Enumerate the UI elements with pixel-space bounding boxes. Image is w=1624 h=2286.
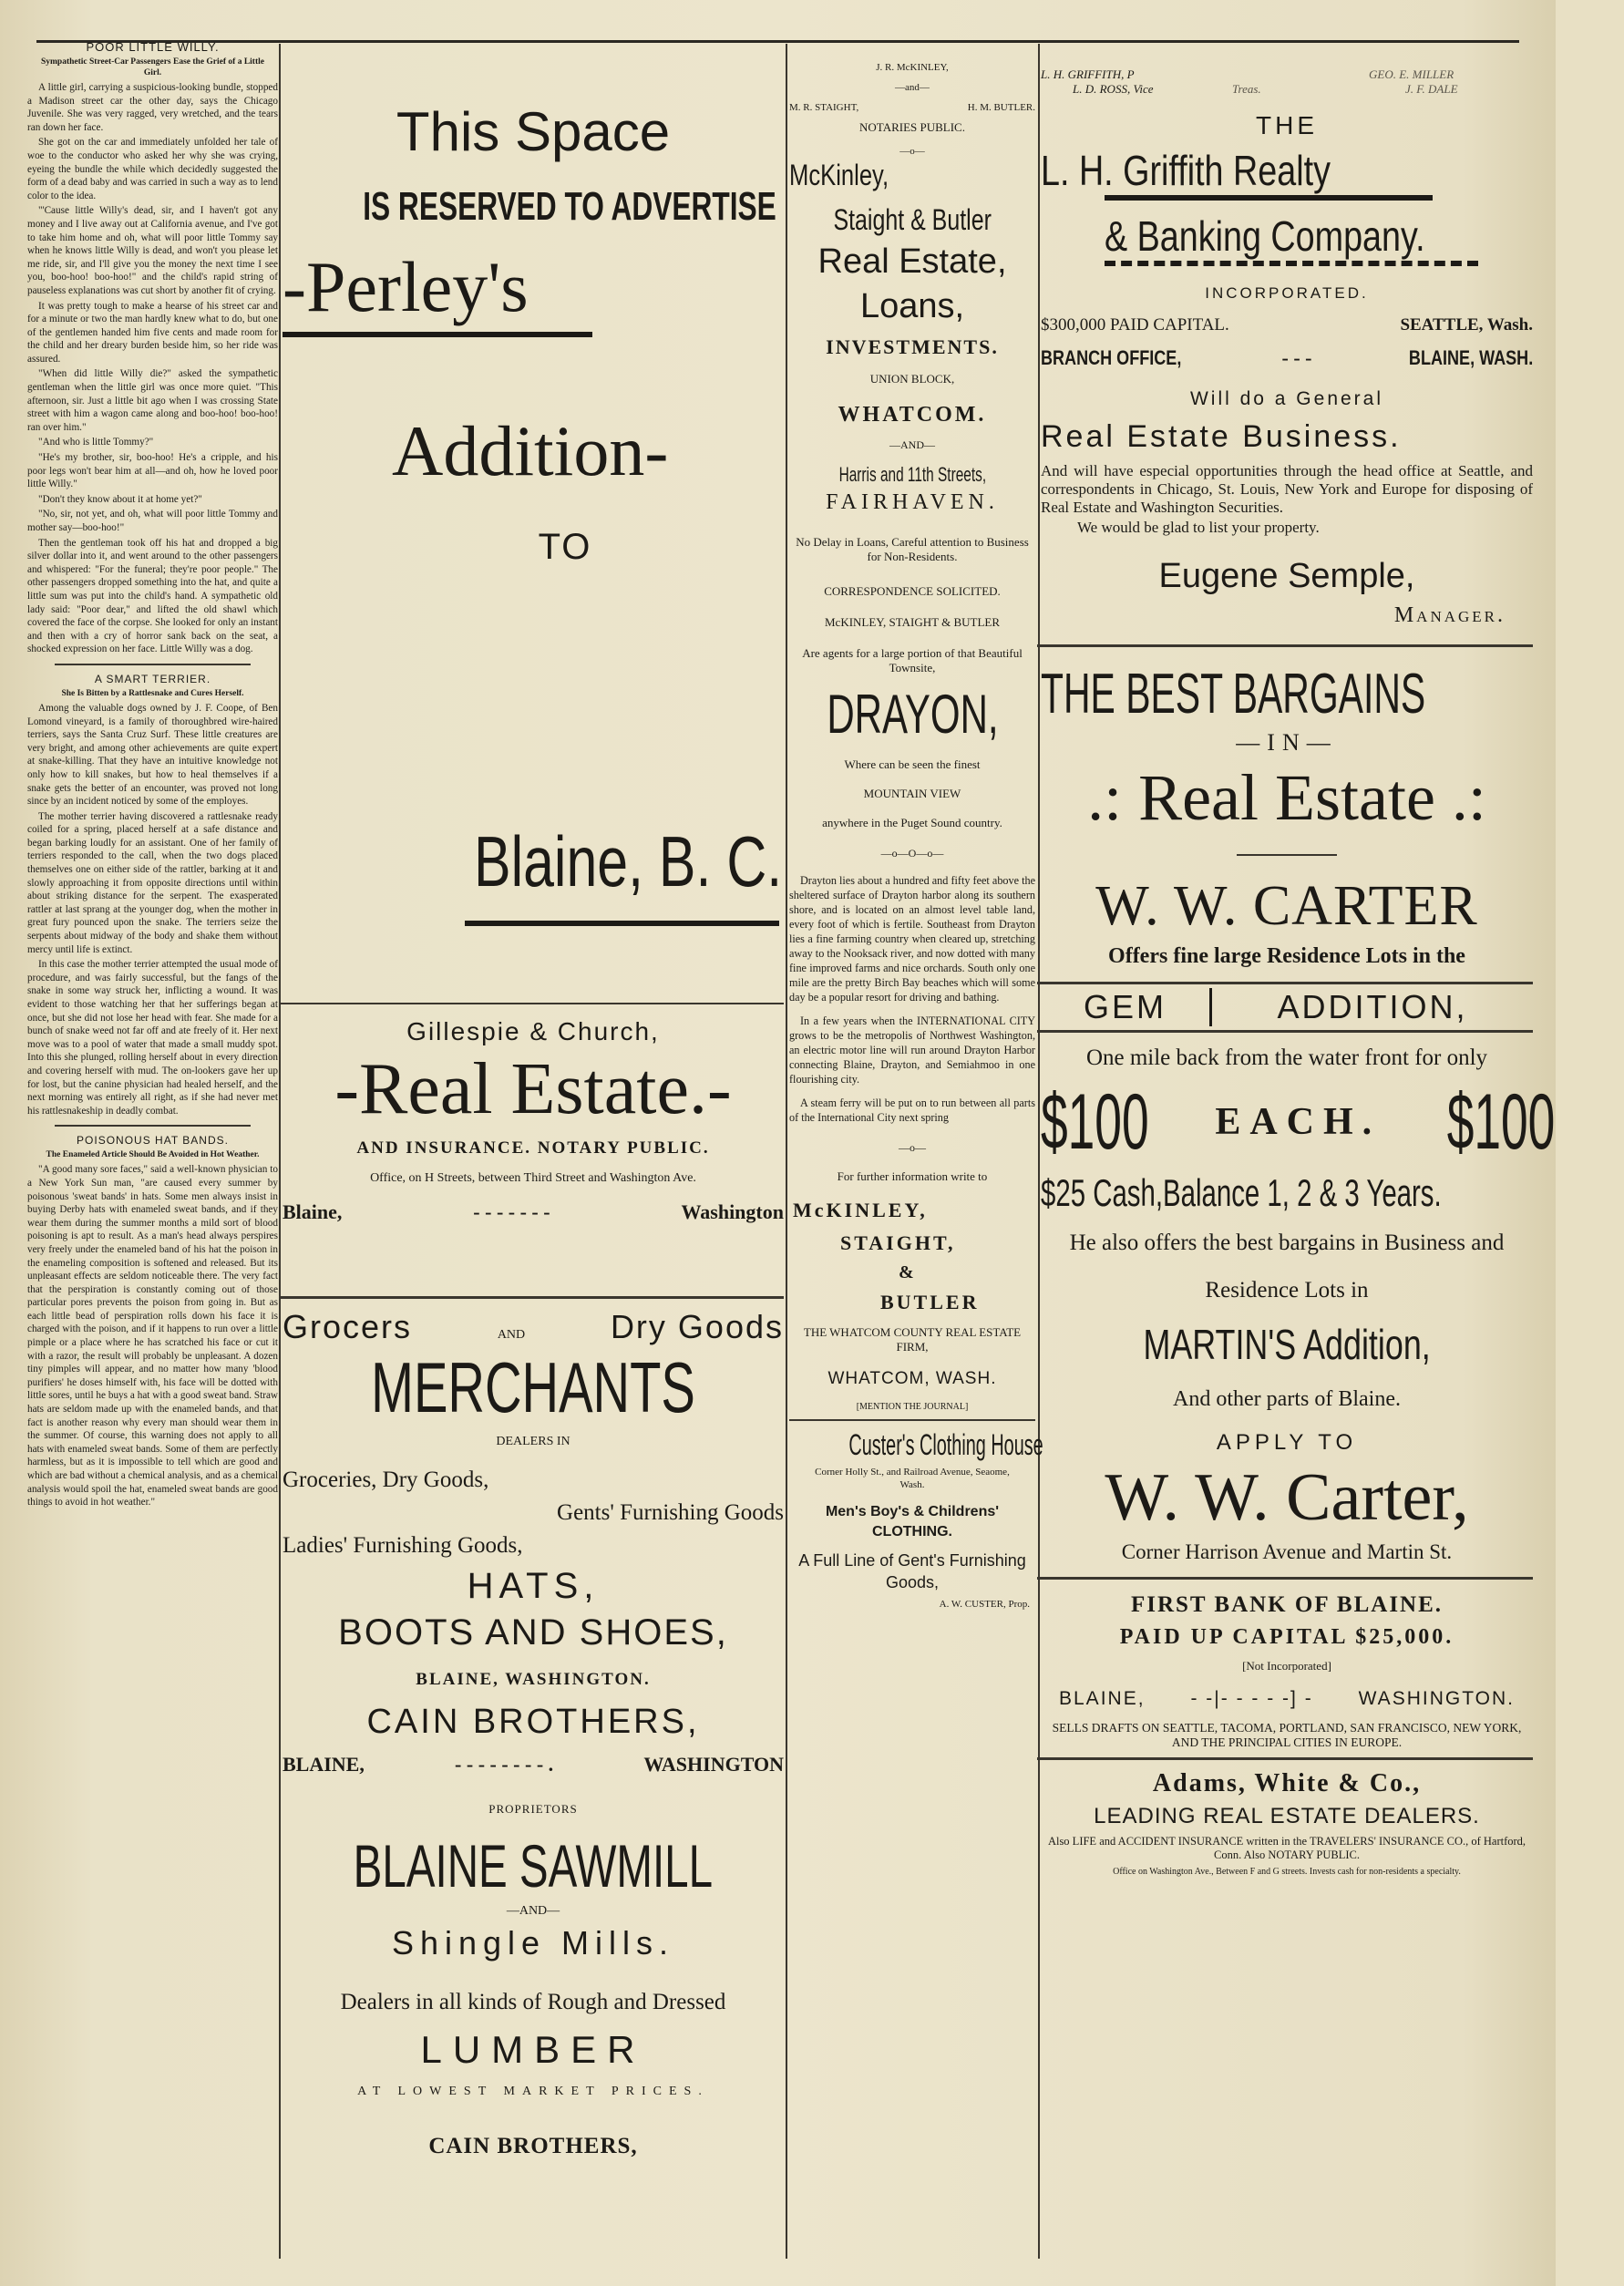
ad-headline: McKINLEY,	[793, 1199, 928, 1221]
ad-text: BLAINE, WASH.	[1408, 346, 1533, 369]
ad-text: —IN—	[1236, 729, 1338, 756]
ad-text: - - - - - - -	[473, 1200, 550, 1223]
ad-text: - - -	[1281, 346, 1312, 369]
ad-headline: BOOTS AND SHOES,	[338, 1612, 728, 1653]
ad-headline: Gillespie & Church,	[406, 1017, 660, 1045]
gillespie-ad	[283, 1017, 784, 1291]
ad-headline: HATS,	[467, 1566, 600, 1606]
ad-headline: BUTLER	[880, 1291, 980, 1313]
ad-headline: EACH.	[1215, 1101, 1382, 1143]
ad-text: WASHINGTON	[643, 1753, 784, 1776]
paragraph: "And who is little Tommy?"	[38, 437, 154, 448]
ad-headline: CAIN BROTHERS,	[366, 1703, 700, 1741]
ad-column	[789, 62, 1043, 1610]
paragraph: "No, sir, not yet, and oh, what will poor little Tommy and mother say—boo-hoo!"	[27, 509, 278, 533]
ad-headline: $100	[1446, 1078, 1556, 1166]
ad-text: Where can be seen the finest	[844, 757, 981, 771]
ad-text: BLAINE,	[1059, 1688, 1146, 1709]
ad-headline: MARTIN'S Addition,	[1143, 1321, 1431, 1368]
story-body	[789, 873, 1035, 1125]
divider	[789, 1419, 1035, 1421]
ad-text: MOUNTAIN VIEW	[863, 787, 961, 800]
ad-text: THE WHATCOM COUNTY REAL ESTATE FIRM,	[803, 1325, 1022, 1354]
paragraph: "Don't they know about it at home yet?"	[38, 493, 202, 505]
ad-headline: This Space	[396, 101, 671, 162]
ad-text: [MENTION THE JOURNAL]	[856, 1402, 969, 1412]
ad-headline: W. W. Carter,	[1105, 1460, 1469, 1535]
column-rule	[1038, 44, 1040, 2259]
ad-headline: Men's Boy's & Childrens' CLOTHING.	[825, 1504, 1000, 1539]
divider	[1105, 261, 1478, 266]
story-subhead: She Is Bitten by a Rattlesnake and Cures Herself.	[61, 688, 244, 698]
paragraph: "'Cause little Willy's dead, sir, and I haven't got any money and I live away out at California avenue, and I've got to take him home and oh, what will poor little Tommy say when he knows little Willy is dead, and won't you please let me ride, sir, and I'll give you the money the next time I see you, boo-hoo! boo-hoo!" and the child's rapid string of pauseless explanations was cut short by another fit of crying.	[27, 205, 278, 296]
ad-headline: PAID UP CAPITAL $25,000.	[1119, 1625, 1454, 1649]
divider	[55, 664, 251, 665]
ad-text: And other parts of Blaine.	[1173, 1387, 1401, 1411]
column-rule	[279, 44, 281, 2259]
ad-text: SELLS DRAFTS ON SEATTLE, TACOMA, PORTLAND, SAN FRANCISCO, NEW YORK, AND THE PRINCIPAL CITIES IN EUROPE.	[1052, 1721, 1522, 1749]
ad-headline: MERCHANTS	[371, 1347, 695, 1427]
ad-headline: -Real Estate.-	[334, 1049, 732, 1129]
ad-text: BRANCH OFFICE,	[1041, 346, 1182, 369]
officers-line	[1041, 55, 1533, 111]
ad-headline: Real Estate Business.	[1041, 419, 1402, 454]
ad-headline: DRAYON,	[826, 684, 999, 745]
story-body	[27, 702, 278, 1117]
paragraph: A little girl, carrying a suspicious-looking bundle, stopped a Madison street car the other day, says the Chicago Juvenile. She was very ragged, very wretched, and the tears ran down her face.	[27, 82, 278, 133]
ad-text: BLAINE,	[283, 1753, 365, 1776]
ad-text: Treas.	[1232, 82, 1261, 96]
ad-text: UNION BLOCK,	[869, 372, 955, 386]
ad-headline: McKinley,	[789, 159, 889, 191]
ad-text: M. R. STAIGHT,	[789, 102, 859, 113]
paragraph: The mother terrier having discovered a rattlesnake ready coiled for a spring, placed herself at a safe distance and began barking loudly for an assistant. One of her family of terriers responded to the call, when the two dogs placed themselves one on either side of the rattler, barking at it and slowly approaching it from opposite directions until within about striking distance for the serpent. The exasperated rattler at last sprang at the younger dog, when the mother in great fury pounced upon the snake. The terriers seize the serpents about midway of the body and shake them without mercy until life is extinct.	[27, 810, 278, 955]
ad-text: One mile back from the water front for only	[1085, 1045, 1488, 1070]
divider	[279, 1296, 784, 1299]
ad-column	[1041, 55, 1556, 1878]
story-subhead: The Enameled Article Should Be Avoided in Hot Weather.	[46, 1150, 260, 1160]
ad-headline: $25 Cash,Balance 1, 2 & 3 Years.	[1041, 1171, 1442, 1214]
divider	[279, 1003, 784, 1004]
ad-text: McKINLEY, STAIGHT & BUTLER	[824, 615, 1001, 629]
ad-text: A Full Line of Gent's Furnishing Goods,	[798, 1551, 1026, 1591]
paragraph: She got on the car and immediately unfolded her tale of woe to the conductor who asked her why she was crying, eyeing the bundle the while which decidedly suggested the form of a dead baby and was carried in such a way as to lend color to the idea.	[27, 137, 278, 201]
ad-text: Ladies' Furnishing Goods,	[283, 1533, 523, 1558]
ad-text: Will do a General	[1189, 388, 1384, 409]
paragraph: A steam ferry will be put on to run between all parts of the International City next spring	[789, 1097, 1035, 1124]
ad-text: For further information write to	[837, 1169, 988, 1183]
divider	[1037, 1030, 1533, 1033]
divider-ornament: —o—	[899, 146, 925, 157]
ad-text: BLAINE, WASHINGTON.	[416, 1670, 651, 1689]
ad-text: Dealers in all kinds of Rough and Dressed	[340, 1990, 726, 2014]
ad-text: —and—	[895, 82, 930, 93]
ad-headline: WHATCOM, WASH.	[827, 1369, 997, 1388]
ad-text: Offers fine large Residence Lots in the	[1108, 944, 1465, 968]
news-column	[27, 40, 278, 2271]
ad-text: APPLY TO	[1216, 1430, 1358, 1455]
ad-headline: .: Real Estate .:	[1087, 761, 1486, 834]
ad-text: - -|- - - - -] -	[1190, 1688, 1313, 1709]
ad-headline: Blaine, B. C.	[474, 821, 783, 901]
ad-headline: LUMBER	[420, 2028, 646, 2071]
ad-headline: Adams, White & Co.,	[1152, 1769, 1422, 1797]
ad-headline: GEM	[1041, 988, 1212, 1026]
story-title: POOR LITTLE WILLY.	[86, 40, 220, 54]
divider	[465, 921, 779, 926]
ad-text: —AND—	[506, 1904, 560, 1918]
paragraph: Drayton lies about a hundred and fifty feet above the sheltered surface of Drayton harbor along its southern shore, and is located on an almost level table land, every foot of which is fertile. Southeast from Drayton lies a fine farming country when cleared up, stretching away to the Nooksack river, and now dotted with many fine improved farms and nice orchards. South only one mile are the pretty Birch Bay beaches which will some day be a popular resort for driving and bathing.	[789, 874, 1035, 1004]
paragraph: Then the gentleman took off his hat and dropped a big silver dollar into it, and went around to the other passengers and whispered: "For the funeral; they're poor people." The other passengers dropped something into the hat, and quite a little sum was put into the child's hand. A sympathetic old lady said: "Poor dear," and lifted the old shawl which covered the face of the corpse. She looked for only an instant and then with a cry of horror sank back on the seat, a shocked expression on her face. Little Willy was a dog.	[27, 537, 278, 655]
ad-headline: W. W. CARTER	[1095, 875, 1478, 937]
ad-text: PROPRIETORS	[488, 1802, 578, 1816]
ad-text: Blaine,	[283, 1200, 343, 1223]
story-body	[27, 1163, 278, 1509]
ad-text: SEATTLE, Wash.	[1400, 315, 1533, 335]
story-title: POISONOUS HAT BANDS.	[77, 1134, 229, 1148]
cain-brothers-ad	[283, 1308, 784, 2159]
ad-text: —AND—	[889, 438, 935, 451]
ad-headline: Shingle Mills.	[391, 1924, 675, 1962]
ad-text: No Delay in Loans, Careful attention to Business for Non-Residents.	[796, 535, 1029, 563]
paragraph: In a few years when the INTERNATIONAL CITY grows to be the metropolis of Northwest Washington, an electric motor line will run around Drayton Harbor connecting Blaine, Drayton, and Semiahmoo in one flourishing city.	[789, 1014, 1035, 1086]
ad-text: AND INSURANCE. NOTARY PUBLIC.	[356, 1138, 710, 1158]
ad-text: CAIN BROTHERS,	[428, 2134, 638, 2158]
story-body	[27, 81, 278, 656]
divider-ornament: —o—O—o—	[880, 847, 944, 860]
ad-headline: IS RESERVED TO ADVERTISE	[363, 184, 776, 229]
ad-text: Gents' Furnishing Goods	[557, 1500, 784, 1525]
ad-text: NOTARIES PUBLIC.	[859, 120, 965, 134]
ad-text: AT LOWEST MARKET PRICES.	[357, 2085, 709, 2098]
ad-headline: LEADING REAL ESTATE DEALERS.	[1094, 1804, 1480, 1828]
ad-column	[283, 91, 784, 2159]
ad-headline: Dry Goods	[610, 1308, 784, 1345]
ad-text: H. M. BUTLER.	[967, 102, 1035, 113]
ad-text: Office on Washington Ave., Between F and G streets. Invests cash for non-residents a specialty.	[1113, 1867, 1461, 1877]
paragraph: Among the valuable dogs owned by J. F. Coope, of Ben Lomond vineyard, is a family of thoroughbred wire-haired terriers, says the Santa Cruz Surf. These little creatures are very bright, and among other achievements are quite expert at snake-killing. That they have an intuitive knowledge not only how to kill snakes, but how to heal themselves if a snake gets the better of an encounter, was proved not long since by an incident noticed by some of the employes.	[27, 702, 278, 808]
ad-headline: Grocers	[283, 1308, 413, 1345]
ad-headline: THE	[1256, 111, 1318, 139]
ad-text: Also LIFE and ACCIDENT INSURANCE written in the TRAVELERS' INSURANCE CO., of Hartford, Conn. Also NOTARY PUBLIC.	[1047, 1835, 1526, 1861]
ad-text: Harris and 11th Streets,	[838, 463, 986, 486]
ad-text: Washington	[681, 1200, 784, 1223]
ad-text: $300,000 PAID CAPITAL.	[1041, 315, 1229, 335]
ad-headline: -Perley's	[283, 247, 529, 326]
ad-text: - - - - - - - - .	[455, 1753, 554, 1776]
divider	[1105, 195, 1433, 201]
column-rule	[786, 44, 787, 2259]
ad-text: And will have especial opportunities through the head office at Seattle, and correspondents in Chicago, St. Louis, New York and Europe for disposing of Real Estate and Washington Securities.	[1041, 462, 1533, 516]
ad-text: WASHINGTON.	[1358, 1688, 1515, 1709]
ad-headline: TO	[538, 527, 592, 567]
divider	[1037, 644, 1533, 647]
ad-text: DEALERS IN	[496, 1435, 570, 1448]
ad-headline: FIRST BANK OF BLAINE.	[1130, 1592, 1444, 1617]
ad-text: L. D. ROSS, Vice	[1073, 82, 1154, 96]
ad-text: L. H. GRIFFITH, P	[1041, 67, 1135, 81]
ad-text: Manager.	[1393, 603, 1506, 627]
story-subhead: Sympathetic Street-Car Passengers Ease the Grief of a Little Girl.	[40, 57, 264, 77]
paragraph: "He's my brother, sir, boo-hoo! He's a cripple, and his poor legs won't bear him at all—and oh, how he loved poor little Willy."	[27, 452, 278, 490]
perley-ad	[283, 100, 784, 1003]
divider	[1037, 1577, 1533, 1580]
ad-text: Corner Harrison Avenue and Martin St.	[1121, 1540, 1453, 1563]
ad-headline: Loans,	[859, 287, 965, 325]
ad-text: A. W. CUSTER, Prop.	[939, 1599, 1030, 1610]
ad-headline: INVESTMENTS.	[826, 335, 999, 358]
ad-headline: ADDITION,	[1277, 988, 1468, 1025]
ad-text: Are agents for a large portion of that Beautiful Townsite,	[802, 646, 1023, 674]
ad-headline: L. H. Griffith Realty	[1041, 147, 1331, 194]
ad-text: INCORPORATED.	[1205, 284, 1369, 302]
ad-text: anywhere in the Puget Sound country.	[822, 816, 1002, 829]
ad-text: Corner Holly St., and Railroad Avenue, Seaome, Wash.	[815, 1467, 1010, 1490]
ad-text: [Not Incorporated]	[1242, 1659, 1331, 1673]
ad-text: He also offers the best bargains in Business and Residence Lots in	[1069, 1231, 1505, 1303]
ad-headline: &	[899, 1262, 914, 1282]
ad-headline: & Banking Company.	[1105, 212, 1425, 260]
paragraph: It was pretty tough to make a hearse of his street car and for a minute or two the man hardly knew what to do, but one of the gentlemen handed him five cents and made room for the child and her dreary burden beside him, so her ride was assured.	[27, 300, 278, 365]
ad-text: Office, on H Streets, between Third Street and Washington Ave.	[370, 1171, 696, 1185]
ad-headline: FAIRHAVEN.	[826, 490, 999, 514]
ad-text: GEO. E. MILLER	[1369, 67, 1454, 81]
paragraph: In this case the mother terrier attempted the usual mode of procedure, and was fairly successful, but the fangs of the snake in some way struck her, inflicting a wound. It was evident to those watching her that her sufferings began at once, but she did not lose her head with fear. She made for a bunch of snake weed not far off and ate freely of it. Her next move was to a pool of water that made a small muddy spot. Into this she plunged, rolling herself about in every direction and covering herself with mud. The on-lookers gave her up for lost, but the canine physician had healed herself, and the next morning was entirely all right, as if she had never met his rattlesnakeship in deadly combat.	[27, 959, 278, 1117]
ad-headline: Staight & Butler	[833, 203, 992, 236]
ad-headline: STAIGHT,	[840, 1231, 956, 1254]
ad-headline: WHATCOM.	[838, 403, 987, 427]
divider	[283, 332, 592, 337]
divider	[1037, 1757, 1533, 1760]
ad-headline: Eugene Semple,	[1158, 557, 1415, 595]
ad-text: We would be glad to list your property.	[1077, 519, 1320, 536]
ad-text: J. R. McKINLEY,	[876, 62, 949, 73]
divider	[1237, 854, 1337, 856]
ad-headline: Custer's Clothing House	[848, 1428, 1043, 1461]
paragraph: "When did little Willy die?" asked the sympathetic gentleman when the little girl was once more quiet. "This afternoon, sir. Just a little bit ago when I was crossing State street with him a wagon came along and boo-hoo! boo-hoo! ran over him."	[27, 368, 278, 433]
ad-headline: $100	[1041, 1078, 1149, 1166]
divider	[55, 1125, 251, 1127]
ad-headline: THE BEST BARGAINS	[1041, 663, 1426, 726]
story-title: A SMART TERRIER.	[94, 672, 211, 685]
ad-headline: Addition-	[392, 411, 669, 490]
paragraph: "A good many sore faces," said a well-known physician to a New York Sun man, "are caused every summer by poisonous 'sweat bands' in hats. Some men always insist in buying Derby hats with enameled sweat bands, and if they wear them during the summer months a mild sort of blood poisoning is apt to result. As a man's head always perspires very freely under the enameled band of his hat the poison in the enameling composition is softened and released. But its unpleasant effects are seldom noticeable there. The very fact that the perspiration is constantly coming out of those particular pores prevents the poison from going in. But as each little bead of perspiration rolls down his face it is charged with the poison, and if it happens to run over a little pimple or a place where he has scratched his face or cut it with a razor, the result will probably be unpleasant. A dozen tiny pimples will appear, and no matter how many 'blood purifiers' he doses himself with, his face will be dotted with little sores, until he buys a hat with a good sweat band. Straw hats are seldom made up with the enameled bands, and that fact is another reason why every man should wear them in the summer. Of course, this warning does not apply to all hats with enameled sweat bands. Some of them are perfectly harmless, but as it is impossible to tell which are good and which are bad without a chemical analysis, and as a chemical analysis would spoil the hat, enameled sweat bands are good things to avoid in hot weather."	[27, 1164, 278, 1509]
ad-text: AND	[497, 1328, 526, 1342]
ad-headline: BLAINE SAWMILL	[353, 1832, 714, 1900]
ad-headline: Real Estate,	[817, 242, 1007, 281]
divider-ornament: —o—	[899, 1141, 926, 1154]
ad-text: CORRESPONDENCE SOLICITED.	[824, 584, 1001, 598]
ad-text: J. F. DALE	[1405, 82, 1458, 96]
ad-text: Groceries, Dry Goods,	[283, 1467, 489, 1492]
